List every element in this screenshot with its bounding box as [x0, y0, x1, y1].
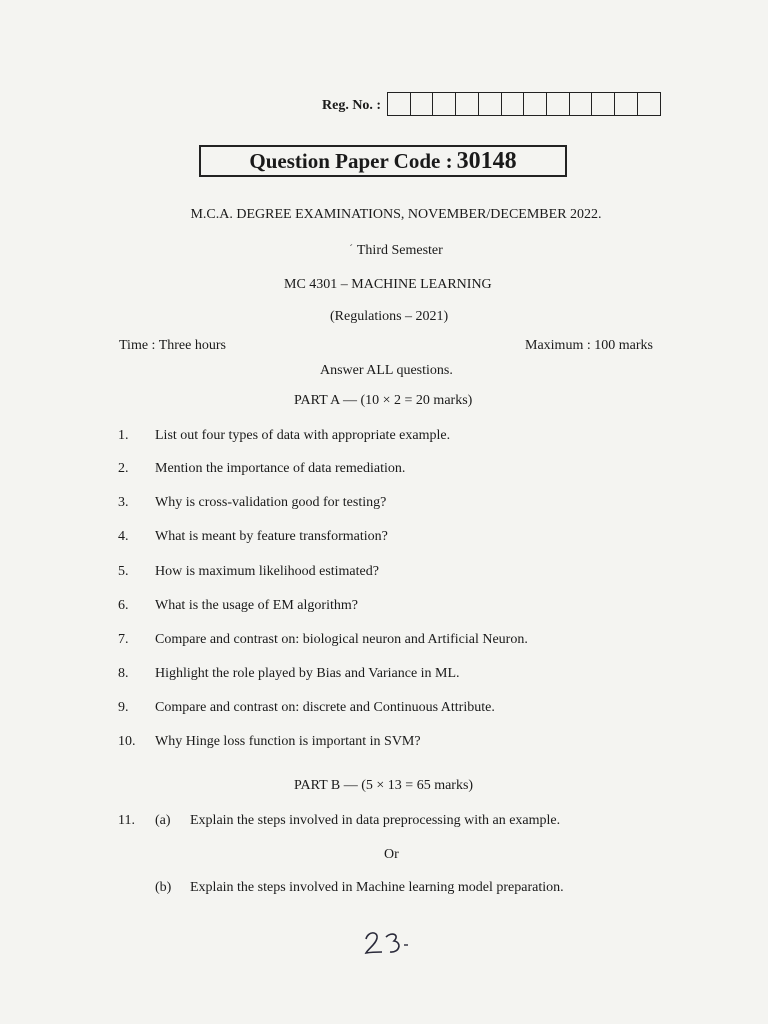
- reg-number-field: [322, 96, 661, 116]
- question-number: 5.: [118, 564, 129, 579]
- part-b-heading: PART B — (5 × 13 = 65 marks): [294, 778, 474, 793]
- reg-number-box: [615, 93, 638, 115]
- question-number: 6.: [118, 598, 129, 613]
- reg-number-box: [638, 93, 661, 115]
- reg-number-box: [524, 93, 547, 115]
- question-text: Why Hinge loss function is important in SVM?: [155, 734, 421, 749]
- question-text: List out four types of data with appropriate example.: [155, 428, 451, 443]
- question-text: Highlight the role played by Bias and Variance in ML.: [155, 666, 460, 681]
- question-text: Explain the steps involved in Machine learning model preparation.: [190, 880, 564, 895]
- reg-number-box: [547, 93, 570, 115]
- reg-number-boxes: [387, 92, 661, 116]
- reg-number-box: [433, 93, 456, 115]
- reg-number-box: [570, 93, 593, 115]
- option-label: (a): [155, 813, 171, 828]
- question-number: 10.: [118, 734, 136, 749]
- exam-title: M.C.A. DEGREE EXAMINATIONS, NOVEMBER/DECEMBER 2022.: [190, 207, 602, 222]
- question-number: 2.: [118, 461, 129, 476]
- question-number: 9.: [118, 700, 129, 715]
- part-a-heading: PART A — (10 × 2 = 20 marks): [294, 393, 473, 408]
- reg-number-box: [479, 93, 502, 115]
- question-number: 1.: [118, 428, 129, 443]
- question-number: 3.: [118, 495, 129, 510]
- question-text: Why is cross-validation good for testing?: [155, 495, 387, 510]
- time-info: Time : Three hours: [119, 338, 226, 353]
- question-number: 11.: [118, 813, 135, 828]
- or-separator: Or: [384, 847, 399, 862]
- question-number: 8.: [118, 666, 129, 681]
- question-text: Mention the importance of data remediation.: [155, 461, 406, 476]
- semester-label: ´ Third Semester: [349, 243, 443, 258]
- question-number: 7.: [118, 632, 129, 647]
- question-paper-code-box: [199, 145, 567, 177]
- reg-number-box: [388, 93, 411, 115]
- question-paper-code-label: Question Paper Code :: [249, 148, 453, 173]
- instruction: Answer ALL questions.: [320, 363, 453, 378]
- reg-number-box: [502, 93, 525, 115]
- question-text: How is maximum likelihood estimated?: [155, 564, 379, 579]
- question-text: Compare and contrast on: biological neuron and Artificial Neuron.: [155, 632, 528, 647]
- regulations: (Regulations – 2021): [330, 309, 449, 324]
- question-text: Compare and contrast on: discrete and Continuous Attribute.: [155, 700, 495, 715]
- handwritten-note: [360, 925, 420, 961]
- question-text: What is the usage of EM algorithm?: [155, 598, 358, 613]
- maximum-marks: Maximum : 100 marks: [525, 338, 653, 353]
- reg-number-box: [456, 93, 479, 115]
- question-number: 4.: [118, 529, 129, 544]
- subject-title: MC 4301 – MACHINE LEARNING: [284, 277, 492, 292]
- reg-number-box: [592, 93, 615, 115]
- question-paper-code-number: 30148: [456, 147, 517, 174]
- question-text: What is meant by feature transformation?: [155, 529, 388, 544]
- question-text: Explain the steps involved in data preprocessing with an example.: [190, 813, 561, 828]
- option-label: (b): [155, 880, 172, 895]
- reg-number-box: [411, 93, 434, 115]
- reg-number-label: Reg. No. :: [322, 98, 382, 113]
